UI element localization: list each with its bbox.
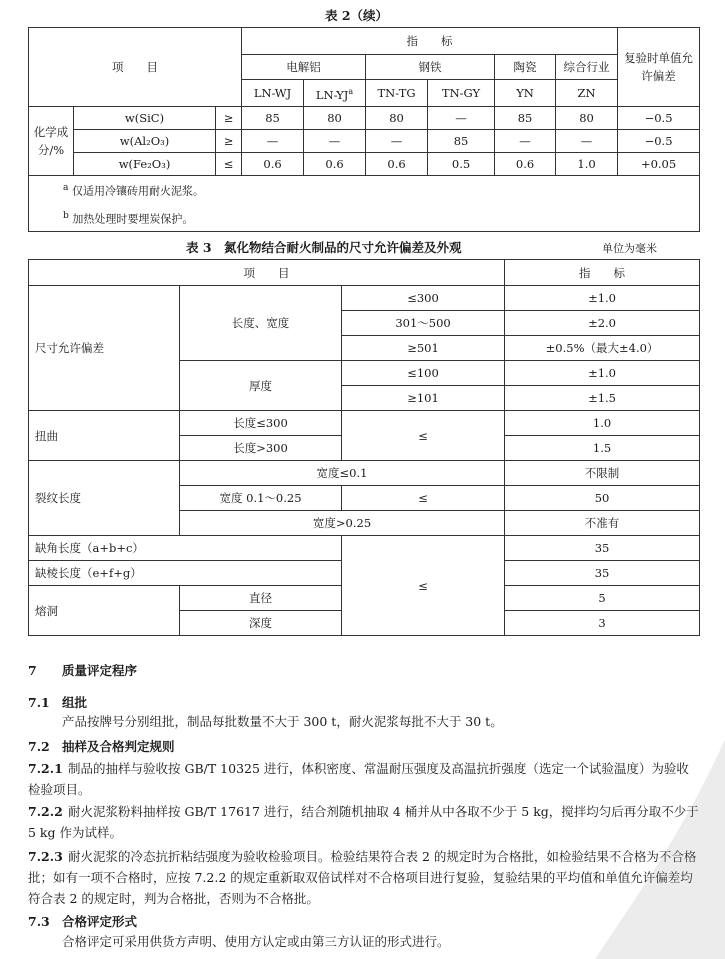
t2-row-0-dev: −0.5	[618, 107, 700, 130]
t2-item-header: 项 目	[29, 28, 242, 107]
section7-heading: 7 质量评定程序	[28, 663, 138, 678]
t2-row-0-v3: —	[428, 107, 495, 130]
t3-th-val-1: ±1.5	[505, 386, 700, 411]
t2-code-1-sup: a	[348, 86, 354, 96]
t2-row-2-v1: 0.6	[304, 153, 366, 176]
t2-row-2-op: ≤	[216, 153, 242, 176]
t2-group-general: 综合行业	[556, 55, 618, 80]
t3-th-range-1: ≥101	[342, 386, 505, 411]
t2-row-2-v5: 1.0	[556, 153, 618, 176]
t3-size-dev: 尺寸允许偏差	[29, 286, 180, 411]
t3-hole-range-1: 深度	[180, 611, 342, 636]
table3-caption: 表 3 氮化物结合耐火制品的尺寸允许偏差及外观	[186, 240, 462, 255]
t2-row-1-v2: —	[366, 130, 428, 153]
t3-hole: 熔洞	[29, 586, 180, 636]
t3-defect-op: ≤	[342, 536, 505, 636]
t3-warp-range-0: 长度≤300	[180, 411, 342, 436]
t3-crack: 裂纹长度	[29, 461, 180, 536]
t3-crack-range-1: 宽度 0.1～0.25	[180, 486, 342, 511]
t2-row-2-v0: 0.6	[242, 153, 304, 176]
t2-row-1-op: ≥	[216, 130, 242, 153]
t2-row-2-v3: 0.5	[428, 153, 495, 176]
t2-row-0-op: ≥	[216, 107, 242, 130]
section72-heading: 7.2 抽样及合格判定规则	[28, 739, 175, 754]
t3-index-header: 指 标	[505, 260, 700, 286]
t2-code-4: YN	[495, 80, 556, 107]
t2-code-1: $LN-YJ^a$	[304, 80, 366, 107]
t3-warp-val-0: 1.0	[505, 411, 700, 436]
t3-th-val-0: ±1.0	[505, 361, 700, 386]
t3-crack-range-0: 宽度≤0.1	[180, 461, 505, 486]
t3-edge: 缺棱长度（e+f+g）	[29, 561, 342, 586]
t2-row-2-dev: +0.05	[618, 153, 700, 176]
t2-group-ceramic: 陶瓷	[495, 55, 556, 80]
t3-th-range-0: ≤100	[342, 361, 505, 386]
t3-thickness: 厚度	[180, 361, 342, 411]
t3-crack-val-1: 50	[505, 486, 700, 511]
t3-corner-val: 35	[505, 536, 700, 561]
watermark-image	[575, 719, 725, 959]
t3-warp-op: ≤	[342, 411, 505, 461]
t2-index-header: 指 标	[242, 28, 618, 55]
t3-warp: 扭曲	[29, 411, 180, 461]
t2-row-0-v2: 80	[366, 107, 428, 130]
t2-group-label: 化学成分/%	[29, 107, 74, 176]
section73-text: 合格评定可采用供货方声明、使用方认定或由第三方认证的形式进行。	[62, 934, 450, 949]
t3-hole-val-1: 3	[505, 611, 700, 636]
t2-note-b: $^b$ 加热处理时要埋炭保护。	[63, 209, 194, 226]
t2-group-steel: 钢铁	[366, 55, 495, 80]
t2-row-1-name: w(Al₂O₃)	[74, 130, 216, 153]
section723: 7.2.3 耐火泥浆的冷态抗折粘结强度为验收检验项目。检验结果符合表 2 的规定时为合格批，如检验结果不合格为不合格批；如有一项不合格时，应按 7.2.2 的规定重新取双倍试样对不合格项目进行复验，复验结果的平均值和单值允许偏差均符合表 2 的规定时，判为合格批，否则为不合格批。	[28, 849, 697, 906]
t2-code-2: TN-TG	[366, 80, 428, 107]
t3-item-header: 项 目	[29, 260, 505, 286]
t3-lw-val-1: ±2.0	[505, 311, 700, 336]
table2-caption: 表 2（续）	[325, 8, 389, 23]
t2-row-0-v4: 85	[495, 107, 556, 130]
t3-warp-val-1: 1.5	[505, 436, 700, 461]
table3-unit: 单位为毫米	[602, 242, 657, 255]
t3-warp-range-1: 长度>300	[180, 436, 342, 461]
t3-lw-range-0: ≤300	[342, 286, 505, 311]
t3-crack-val-0: 不限制	[505, 461, 700, 486]
t2-row-0-v0: 85	[242, 107, 304, 130]
t2-recheck-header: 复验时单值允许偏差	[618, 28, 700, 107]
section722: 7.2.2 耐火泥浆粉料抽样按 GB/T 17617 进行，结合剂随机抽取 4 桶并从中各取不少于 5 kg，搅拌均匀后再分取不少于 5 kg 作为试样。	[28, 804, 699, 840]
t2-row-0-v5: 80	[556, 107, 618, 130]
t2-row-1-dev: −0.5	[618, 130, 700, 153]
t2-group-electrolytic: 电解铝	[242, 55, 366, 80]
t2-notes	[29, 176, 700, 232]
t2-row-0-name: w(SiC)	[74, 107, 216, 130]
table3	[28, 259, 700, 636]
t2-row-1-v0: —	[242, 130, 304, 153]
t3-crack-op: ≤	[342, 486, 505, 511]
t3-lw-range-2: ≥501	[342, 336, 505, 361]
section721: 7.2.1 制品的抽样与验收按 GB/T 10325 进行，体积密度、常温耐压强度及高温抗折强度（选定一个试验温度）为验收检验项目。	[28, 761, 689, 797]
t3-crack-val-2: 不准有	[505, 511, 700, 536]
t2-note-a: $^a$ 仅适用冷镶砖用耐火泥浆。	[63, 182, 204, 198]
t3-lw-val-0: ±1.0	[505, 286, 700, 311]
t3-lw-val-2: ±0.5%（最大±4.0）	[505, 336, 700, 361]
t2-row-1-v1: —	[304, 130, 366, 153]
t2-row-2-v2: 0.6	[366, 153, 428, 176]
t2-code-5: ZN	[556, 80, 618, 107]
t2-row-1-v3: 85	[428, 130, 495, 153]
t2-code-0: LN-WJ	[242, 80, 304, 107]
t3-hole-val-0: 5	[505, 586, 700, 611]
t3-corner: 缺角长度（a+b+c）	[29, 536, 342, 561]
table2	[28, 27, 700, 232]
t2-row-0-v1: 80	[304, 107, 366, 130]
section71-heading: 7.1 组批	[28, 695, 88, 710]
t2-row-1-v5: —	[556, 130, 618, 153]
t3-len-width: 长度、宽度	[180, 286, 342, 361]
section73-heading: 7.3 合格评定形式	[28, 914, 138, 929]
t2-row-2-name: w(Fe₂O₃)	[74, 153, 216, 176]
t2-code-3: TN-GY	[428, 80, 495, 107]
t3-crack-range-2: 宽度>0.25	[180, 511, 505, 536]
t3-edge-val: 35	[505, 561, 700, 586]
t2-row-1-v4: —	[495, 130, 556, 153]
section71-text: 产品按牌号分别组批，制品每批数量不大于 300 t，耐火泥浆每批不大于 30 t。	[62, 714, 503, 729]
t2-row-2-v4: 0.6	[495, 153, 556, 176]
t3-hole-range-0: 直径	[180, 586, 342, 611]
t3-lw-range-1: 301～500	[342, 311, 505, 336]
